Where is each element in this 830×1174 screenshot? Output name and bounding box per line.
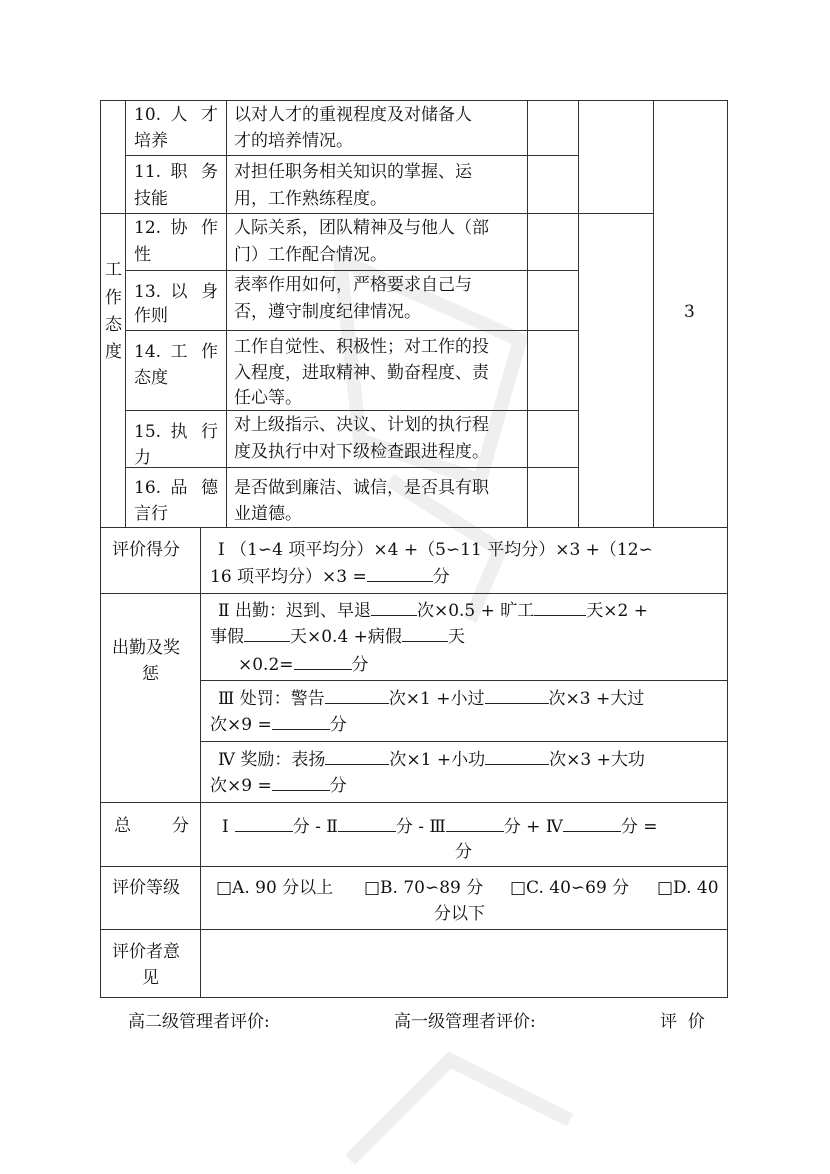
col-divider [125, 100, 126, 527]
formula-text: Ⅱ 出勤：迟到、早退 [218, 601, 371, 621]
total-iii-blank[interactable] [446, 812, 504, 832]
grade-label: 评价等级 [112, 878, 180, 898]
formula-text: 天×2 + [586, 601, 649, 621]
absent-blank[interactable] [534, 596, 586, 616]
grade-option-b[interactable]: □B. 70∽89 分 [364, 878, 484, 898]
criterion-description: 入程度，进取精神、勤奋程度、责 [234, 363, 489, 383]
first-level-manager-evaluation: 高一级管理者评价: [394, 1012, 536, 1032]
penalty-total-blank[interactable] [272, 710, 330, 730]
criterion-item-label: 言行 [134, 504, 168, 524]
minor-demerit-blank[interactable] [485, 684, 549, 704]
formula-text: 分 = [620, 817, 658, 837]
criterion-item-label: 11. 职 务 [134, 162, 218, 182]
grade-option-d-continued: 分以下 [434, 904, 485, 924]
formula-text: 分 [329, 715, 347, 735]
row-divider [100, 593, 728, 594]
criterion-item-label: 14. 工 作 [134, 342, 218, 362]
formula-text: 天 [447, 627, 465, 647]
criterion-description: 以对人才的重视程度及对储备人 [234, 105, 472, 125]
col-divider [200, 527, 201, 997]
row-divider [200, 680, 728, 681]
criterion-description: 度及执行中对下级检查跟进程度。 [234, 442, 489, 462]
formula-text: 分 + Ⅳ [503, 817, 563, 837]
criterion-description: 对上级指示、决议、计划的执行程 [234, 415, 489, 435]
total-i-blank[interactable] [235, 812, 293, 832]
criterion-description: 工作自觉性、积极性；对工作的投 [234, 337, 489, 357]
attendance-label: 惩 [142, 664, 159, 684]
criterion-item-label: 12. 协 作 [134, 218, 218, 238]
attendance-formula [238, 650, 369, 680]
warning-blank[interactable] [325, 684, 389, 704]
table-right-border [727, 100, 728, 997]
total-label: 分 [172, 816, 189, 836]
formula-text: 次×0.5 + 旷工 [416, 601, 535, 621]
grade-option-a[interactable]: □A. 90 分以上 [216, 878, 334, 898]
criterion-description: 才的培养情况。 [234, 131, 353, 151]
table-bottom-border [100, 997, 728, 998]
formula-text: Ⅰ [222, 817, 229, 837]
sick-leave-blank[interactable] [402, 622, 448, 642]
formula-text: 事假 [210, 627, 244, 647]
criterion-item-label: 13. 以 身 [134, 282, 218, 302]
score-formula: Ⅰ （1∽4 项平均分）×4 +（5∽11 平均分）×3 +（12∽ [218, 540, 653, 560]
score-label: 评价得分 [112, 540, 180, 560]
col-divider [653, 100, 654, 527]
criterion-item-label: 15. 执 行 [134, 422, 218, 442]
formula-text: Ⅲ 处罚：警告 [218, 689, 325, 709]
formula-text: 分 - Ⅲ [395, 817, 446, 837]
formula-text: 次×9 = [210, 715, 272, 735]
formula-text: 分 [351, 655, 369, 675]
attitude-weight: 3 [684, 302, 695, 322]
criterion-description: 任心等。 [234, 388, 302, 408]
second-level-manager-evaluation: 高二级管理者评价: [128, 1012, 270, 1032]
table-left-border [100, 100, 101, 997]
criterion-description: 对担任职务相关知识的掌握、运 [234, 162, 472, 182]
col-divider [527, 100, 528, 527]
opinion-input-area[interactable] [202, 931, 726, 995]
reward-formula [210, 771, 347, 801]
criterion-description: 用，工作熟练程度。 [234, 189, 387, 209]
formula-text: 天×0.4 +病假 [290, 627, 402, 647]
category-attitude-char: 态 [105, 315, 122, 335]
evaluation-label: 评 价 [660, 1012, 705, 1032]
criterion-description: 是否做到廉洁、诚信，是否具有职 [234, 478, 489, 498]
formula-text: ×0.2= [238, 655, 294, 675]
row-divider [100, 866, 728, 867]
criterion-item-label: 力 [134, 448, 151, 468]
formula-text: 次×9 = [210, 776, 272, 796]
total-iv-blank[interactable] [563, 812, 621, 832]
score-unit: 分 [432, 567, 450, 587]
category-attitude-char: 度 [105, 342, 122, 362]
criterion-item-label: 作则 [134, 306, 168, 326]
formula-text: 分 [329, 776, 347, 796]
criterion-item-label: 培养 [134, 131, 168, 151]
criterion-description: 业道德。 [234, 504, 302, 524]
total-label: 总 [114, 816, 131, 836]
score-formula [210, 562, 450, 592]
score-formula-text: 16 项平均分）×3 = [210, 567, 367, 587]
grade-option-d[interactable]: □D. 40 [657, 878, 719, 898]
watermark-logo-lower [330, 1040, 590, 1170]
formula-text: 次×1 +小功 [389, 750, 486, 770]
criterion-item-label: 性 [134, 245, 151, 265]
penalty-formula [210, 710, 347, 740]
row-divider [125, 330, 578, 331]
row-divider [100, 527, 728, 528]
row-divider [100, 929, 728, 930]
category-attitude-char: 作 [105, 288, 122, 308]
criterion-item-label: 态度 [134, 368, 168, 388]
formula-text: 分 - Ⅱ [292, 817, 338, 837]
total-unit: 分 [455, 842, 472, 862]
col-divider [578, 100, 579, 527]
criterion-description: 表率作用如何，严格要求自己与 [234, 275, 472, 295]
formula-text: 次×1 +小过 [388, 689, 485, 709]
opinion-label: 评价者意 [112, 942, 180, 962]
score-blank[interactable] [367, 562, 433, 582]
formula-text: 次×3 +大过 [548, 689, 645, 709]
minor-merit-blank[interactable] [485, 745, 549, 765]
col-divider [226, 100, 227, 527]
category-attitude-char: 工 [105, 260, 122, 280]
row-divider [100, 802, 728, 803]
total-formula [222, 812, 657, 842]
criterion-item-label: 技能 [134, 189, 168, 209]
criterion-description: 人际关系，团队精神及与他人（部 [234, 218, 489, 238]
criterion-item-label: 10. 人 才 [134, 105, 218, 125]
row-divider [125, 467, 578, 468]
formula-text: 次×3 +大功 [549, 750, 645, 770]
criterion-description: 门）工作配合情况。 [234, 245, 387, 265]
grade-option-c[interactable]: □C. 40∽69 分 [510, 878, 630, 898]
criterion-item-label: 16. 品 德 [134, 478, 218, 498]
formula-text: Ⅳ 奖励：表扬 [218, 750, 326, 770]
opinion-label: 见 [142, 968, 159, 988]
attendance-formula [210, 622, 465, 652]
attendance-total-blank[interactable] [294, 650, 352, 670]
personal-leave-blank[interactable] [244, 622, 290, 642]
criterion-description: 否，遵守制度纪律情况。 [234, 302, 421, 322]
commendation-blank[interactable] [325, 745, 389, 765]
row-divider [200, 741, 728, 742]
attendance-label: 出勤及奖 [112, 638, 180, 658]
late-early-blank[interactable] [371, 596, 417, 616]
total-ii-blank[interactable] [338, 812, 396, 832]
reward-total-blank[interactable] [272, 771, 330, 791]
